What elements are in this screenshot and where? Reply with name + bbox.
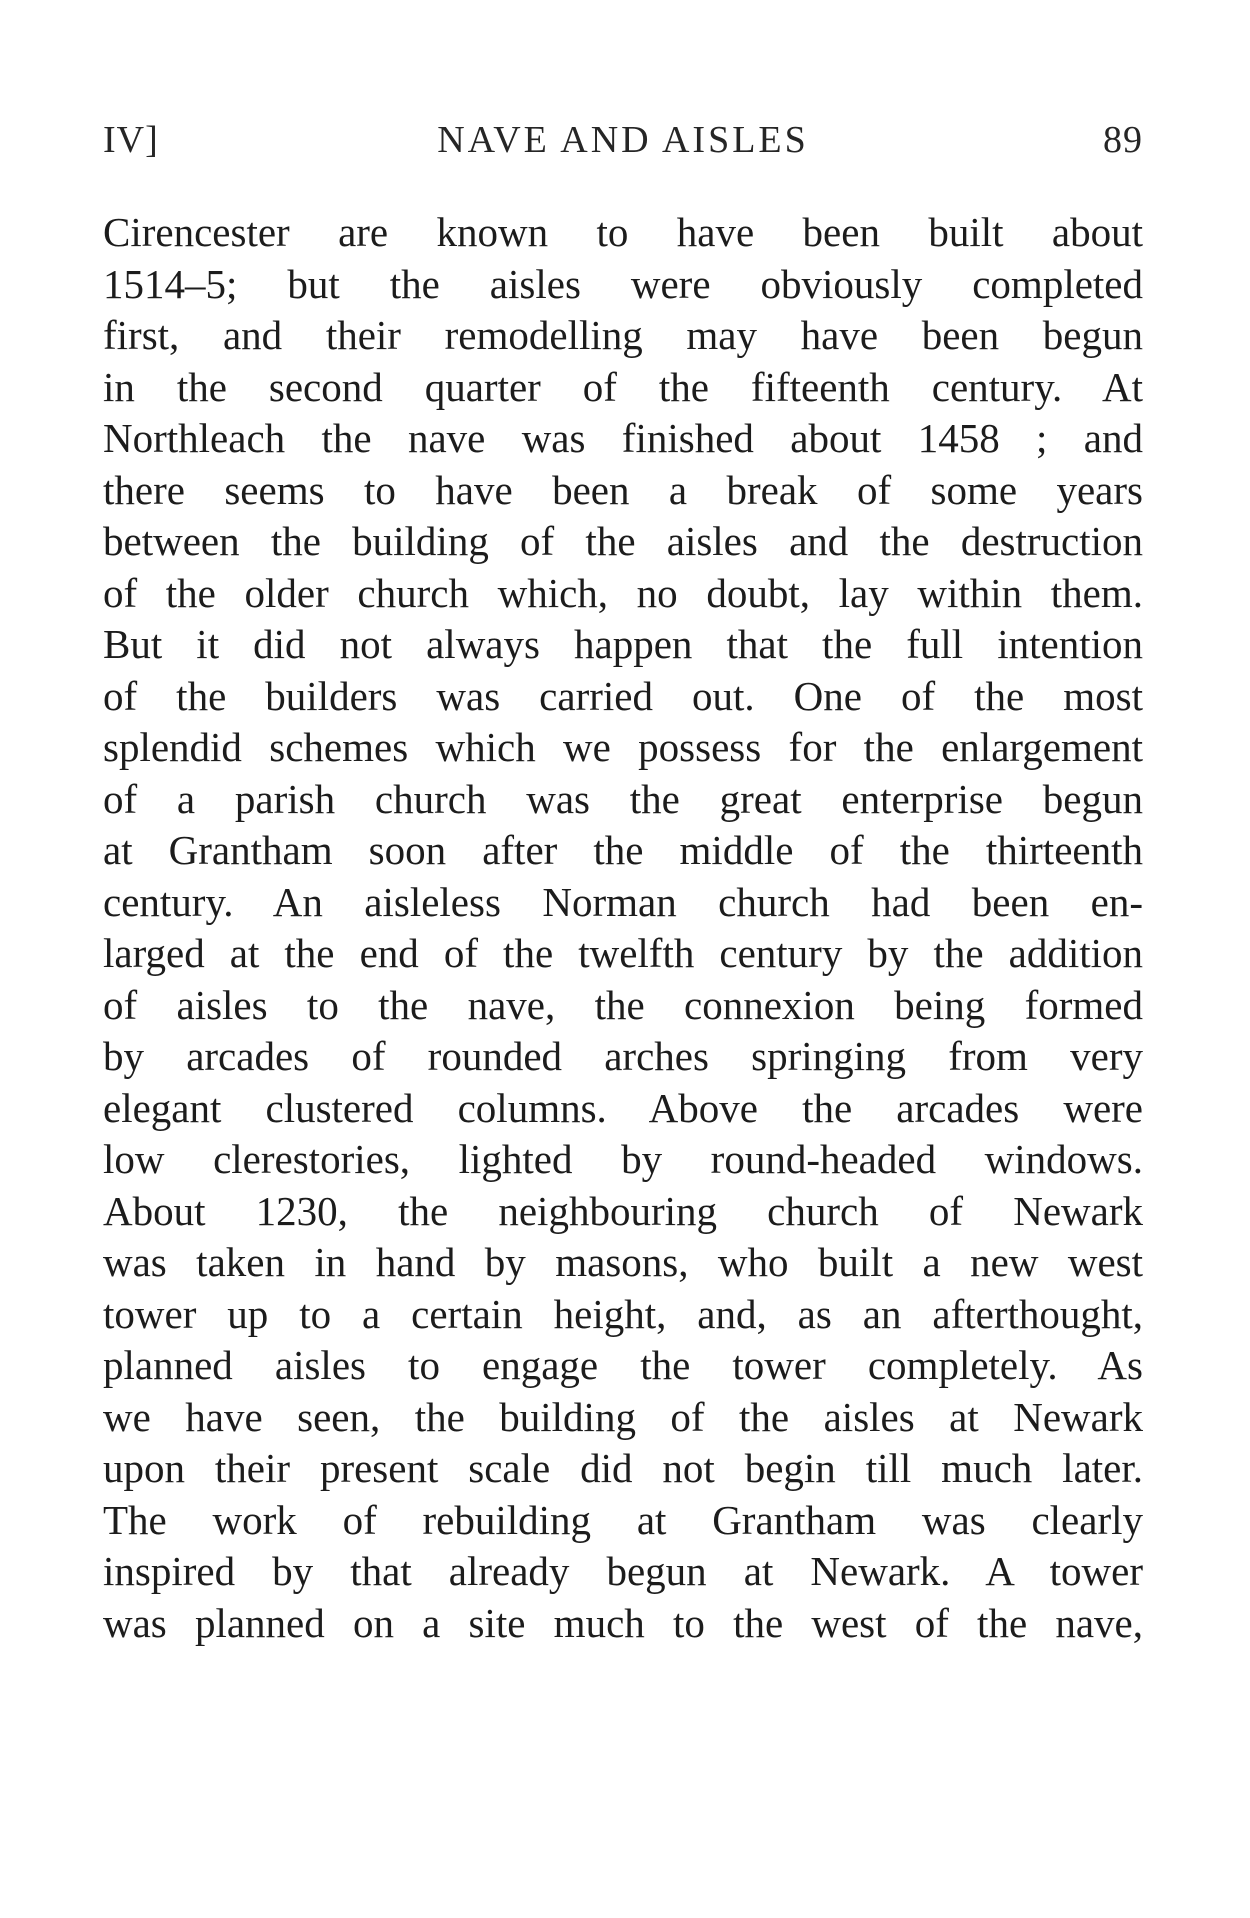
text-line: of the older church which, no doubt, lay within them. xyxy=(103,569,1143,616)
page-title: NAVE AND AISLES xyxy=(437,119,809,161)
text-line: 1514–5; but the aisles were obviously completed xyxy=(103,260,1143,307)
text-line: was taken in hand by masons, who built a new west xyxy=(103,1239,1143,1285)
text-line: upon their present scale did not begin till much later. xyxy=(103,1445,1143,1491)
text-line: of aisles to the nave, the connexion being formed xyxy=(103,981,1143,1028)
text-line: Cirencester are known to have been built about xyxy=(103,209,1143,255)
text-line: The work of rebuilding at Grantham was clearly xyxy=(103,1496,1143,1543)
text-line: of the builders was carried out. One of the most xyxy=(103,672,1143,719)
text-line: in the second quarter of the fifteenth century. At xyxy=(103,363,1143,410)
text-line: But it did not always happen that the full intention xyxy=(103,621,1143,667)
text-line: larged at the end of the twelfth century by the addition xyxy=(103,930,1143,976)
text-line: tower up to a certain height, and, as an afterthought, xyxy=(103,1290,1143,1337)
text-line: About 1230, the neighbouring church of Newark xyxy=(103,1187,1143,1234)
text-line: of a parish church was the great enterprise begun xyxy=(103,775,1143,822)
text-line: century. An aisleless Norman church had been en- xyxy=(103,878,1143,925)
text-line: was planned on a site much to the west of the nave, xyxy=(103,1599,1143,1646)
text-line: splendid schemes which we possess for the enlargement xyxy=(103,724,1143,770)
text-line: between the building of the aisles and the destruction xyxy=(103,518,1143,564)
body-text xyxy=(103,207,1143,1649)
text-line: Northleach the nave was finished about 1458 ; and xyxy=(103,415,1143,461)
page-number: 89 xyxy=(1103,119,1143,161)
text-line: there seems to have been a break of some years xyxy=(103,466,1143,513)
running-head xyxy=(103,118,1143,168)
text-line: by arcades of rounded arches springing from very xyxy=(103,1033,1143,1079)
text-line: planned aisles to engage the tower completely. As xyxy=(103,1342,1143,1388)
text-line: low clerestories, lighted by round-headed windows. xyxy=(103,1136,1143,1182)
text-line: first, and their remodelling may have been begun xyxy=(103,312,1143,358)
chapter-number: IV] xyxy=(103,119,159,161)
text-line: inspired by that already begun at Newark. A tower xyxy=(103,1548,1143,1594)
text-line: we have seen, the building of the aisles at Newark xyxy=(103,1393,1143,1440)
text-line: elegant clustered columns. Above the arcades were xyxy=(103,1084,1143,1131)
text-line: at Grantham soon after the middle of the thirteenth xyxy=(103,827,1143,873)
